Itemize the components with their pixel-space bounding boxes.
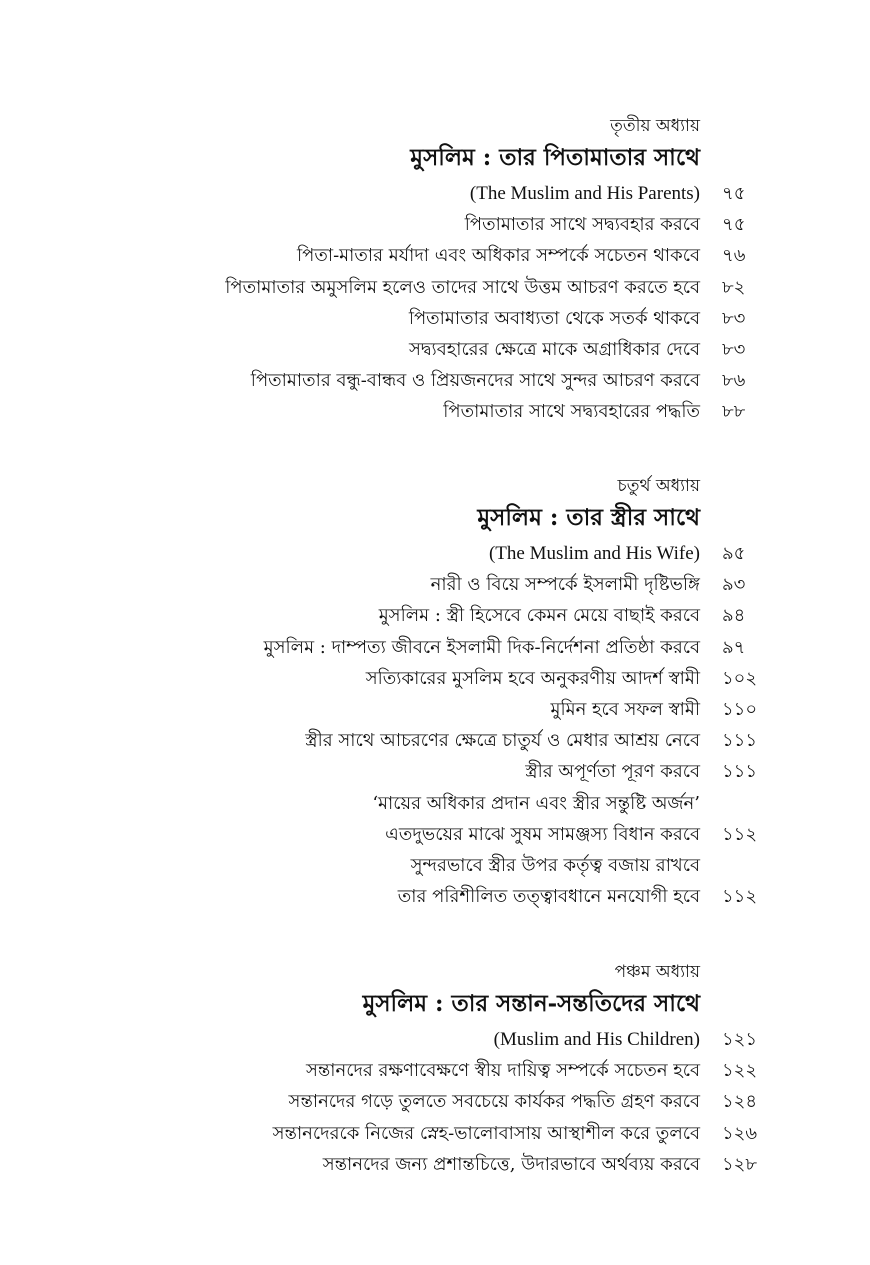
toc-entry	[0, 850, 870, 881]
toc-entry	[0, 1086, 870, 1117]
entry-text: স্ত্রীর অপূর্ণতা পূরণ করবে	[525, 761, 700, 783]
entry-text: পিতামাতার সাথে সদ্ব্যবহার করবে	[464, 214, 700, 236]
toc-entry	[0, 1055, 870, 1086]
entry-page: ৯৪	[722, 605, 746, 627]
entry-page: ৯৭	[722, 636, 746, 658]
entry-page: ৯৫	[722, 543, 746, 564]
toc-entry	[0, 209, 870, 240]
entry-page: ৭৫	[722, 183, 746, 204]
chapter-section	[0, 472, 870, 912]
entry-text: (The Muslim and His Parents)	[469, 183, 700, 204]
entry-text: ‘মায়ের অধিকার প্রদান এবং স্ত্রীর সন্তুষ্টি অর্জন’	[372, 792, 700, 814]
toc-entry	[0, 663, 870, 694]
toc-entry	[0, 240, 870, 271]
entry-text: পিতামাতার বন্ধু-বান্ধব ও প্রিয়জনদের সাথে সুন্দর আচরণ করবে	[250, 370, 700, 392]
chapter-label: চতুর্থ অধ্যায়	[617, 476, 700, 496]
entry-page: ৮৩	[722, 307, 746, 329]
entry-page: ১২৬	[722, 1122, 758, 1144]
toc-entry	[0, 1024, 870, 1055]
entry-page: ৭৫	[722, 214, 746, 236]
entry-page: ৮৩	[722, 338, 746, 360]
entry-page: ৮২	[722, 276, 746, 298]
toc-entry	[0, 569, 870, 600]
entry-text: মুসলিম : দাম্পত্য জীবনে ইসলামী দিক-নির্দেশনা প্রতিষ্ঠা করবে	[263, 636, 700, 658]
entry-page: ৮৮	[722, 401, 746, 423]
toc-entry	[0, 1149, 870, 1180]
entry-page: ১১২	[722, 823, 758, 845]
toc-entry	[0, 788, 870, 819]
entry-text: মুমিন হবে সফল স্বামী	[550, 698, 700, 720]
chapter-label: তৃতীয় অধ্যায়	[610, 116, 700, 136]
chapter-section	[0, 112, 870, 428]
chapter-section	[0, 958, 870, 1180]
entry-text: সন্তানদের জন্য প্রশান্তচিত্তে, উদারভাবে অর্থব্যয় করবে	[322, 1153, 700, 1175]
entry-text: সন্তানদেরকে নিজের স্নেহ-ভালোবাসায় আস্থাশীল করে তুলবে	[272, 1122, 700, 1144]
toc-entry	[0, 538, 870, 569]
entry-text: তার পরিশীলিত তত্ত্বাবধানে মনযোগী হবে	[397, 886, 700, 908]
chapter-label: পঞ্চম অধ্যায়	[614, 962, 700, 982]
toc-entry	[0, 632, 870, 663]
entry-page: ১১১	[722, 730, 758, 752]
entry-page: ১১২	[722, 886, 758, 908]
toc-entry	[0, 819, 870, 850]
entry-text: স্ত্রীর সাথে আচরণের ক্ষেত্রে চাতুর্য ও মেধার আশ্রয় নেবে	[305, 730, 700, 752]
entry-page: ১১০	[722, 698, 758, 720]
entry-page: ৮৬	[722, 370, 746, 392]
entry-page: ১২১	[722, 1029, 758, 1050]
toc-entry	[0, 272, 870, 303]
toc-entry	[0, 600, 870, 631]
chapter-title: মুসলিম : তার পিতামাতার সাথে	[410, 144, 700, 171]
toc-entry	[0, 694, 870, 725]
entry-text: পিতা-মাতার মর্যাদা এবং অধিকার সম্পর্কে সচেতন থাকবে	[297, 245, 700, 267]
toc-entry	[0, 334, 870, 365]
entry-text: সদ্ব্যবহারের ক্ষেত্রে মাকে অগ্রাধিকার দেবে	[408, 338, 700, 360]
entry-page: ৭৬	[722, 245, 746, 267]
entry-page: ১০২	[722, 667, 758, 689]
toc-entry	[0, 396, 870, 427]
entry-text: মুসলিম : স্ত্রী হিসেবে কেমন মেয়ে বাছাই করবে	[378, 605, 700, 627]
chapter-title: মুসলিম : তার স্ত্রীর সাথে	[477, 504, 700, 531]
entry-page: ১২৮	[722, 1153, 758, 1175]
toc-entry	[0, 178, 870, 209]
entry-text: (Muslim and His Children)	[493, 1029, 700, 1050]
entry-text: পিতামাতার অবাধ্যতা থেকে সতর্ক থাকবে	[408, 307, 700, 329]
toc-entry	[0, 365, 870, 396]
entry-page: ৯৩	[722, 574, 746, 596]
entry-page: ১২৪	[722, 1091, 758, 1113]
chapter-title: মুসলিম : তার সন্তান-সন্ততিদের সাথে	[362, 990, 700, 1017]
toc-entry	[0, 725, 870, 756]
entry-text: সন্তানদের গড়ে তুলতে সবচেয়ে কার্যকর পদ্ধতি গ্রহণ করবে	[288, 1091, 700, 1113]
toc-entry	[0, 303, 870, 334]
toc-entry	[0, 881, 870, 912]
entry-page: ১১১	[722, 761, 758, 783]
toc-entry	[0, 1118, 870, 1149]
entry-text: সুন্দরভাবে স্ত্রীর উপর কর্তৃত্ব বজায় রাখবে	[410, 854, 700, 876]
toc-entry	[0, 756, 870, 787]
entry-text: এতদুভয়ের মাঝে সুষম সামঞ্জস্য বিধান করবে	[385, 823, 700, 845]
entry-text: নারী ও বিয়ে সম্পর্কে ইসলামী দৃষ্টিভঙ্গি	[430, 574, 700, 596]
entry-text: সন্তানদের রক্ষণাবেক্ষণে স্বীয় দায়িত্ব সম্পর্কে সচেতন হবে	[305, 1060, 700, 1082]
entry-text: পিতামাতার অমুসলিম হলেও তাদের সাথে উত্তম আচরণ করতে হবে	[225, 276, 700, 298]
entry-text: (The Muslim and His Wife)	[488, 543, 700, 564]
entry-page: ১২২	[722, 1060, 758, 1082]
entry-text: সত্যিকারের মুসলিম হবে অনুকরণীয় আদর্শ স্বামী	[365, 667, 700, 689]
entry-text: পিতামাতার সাথে সদ্ব্যবহারের পদ্ধতি	[443, 401, 700, 423]
